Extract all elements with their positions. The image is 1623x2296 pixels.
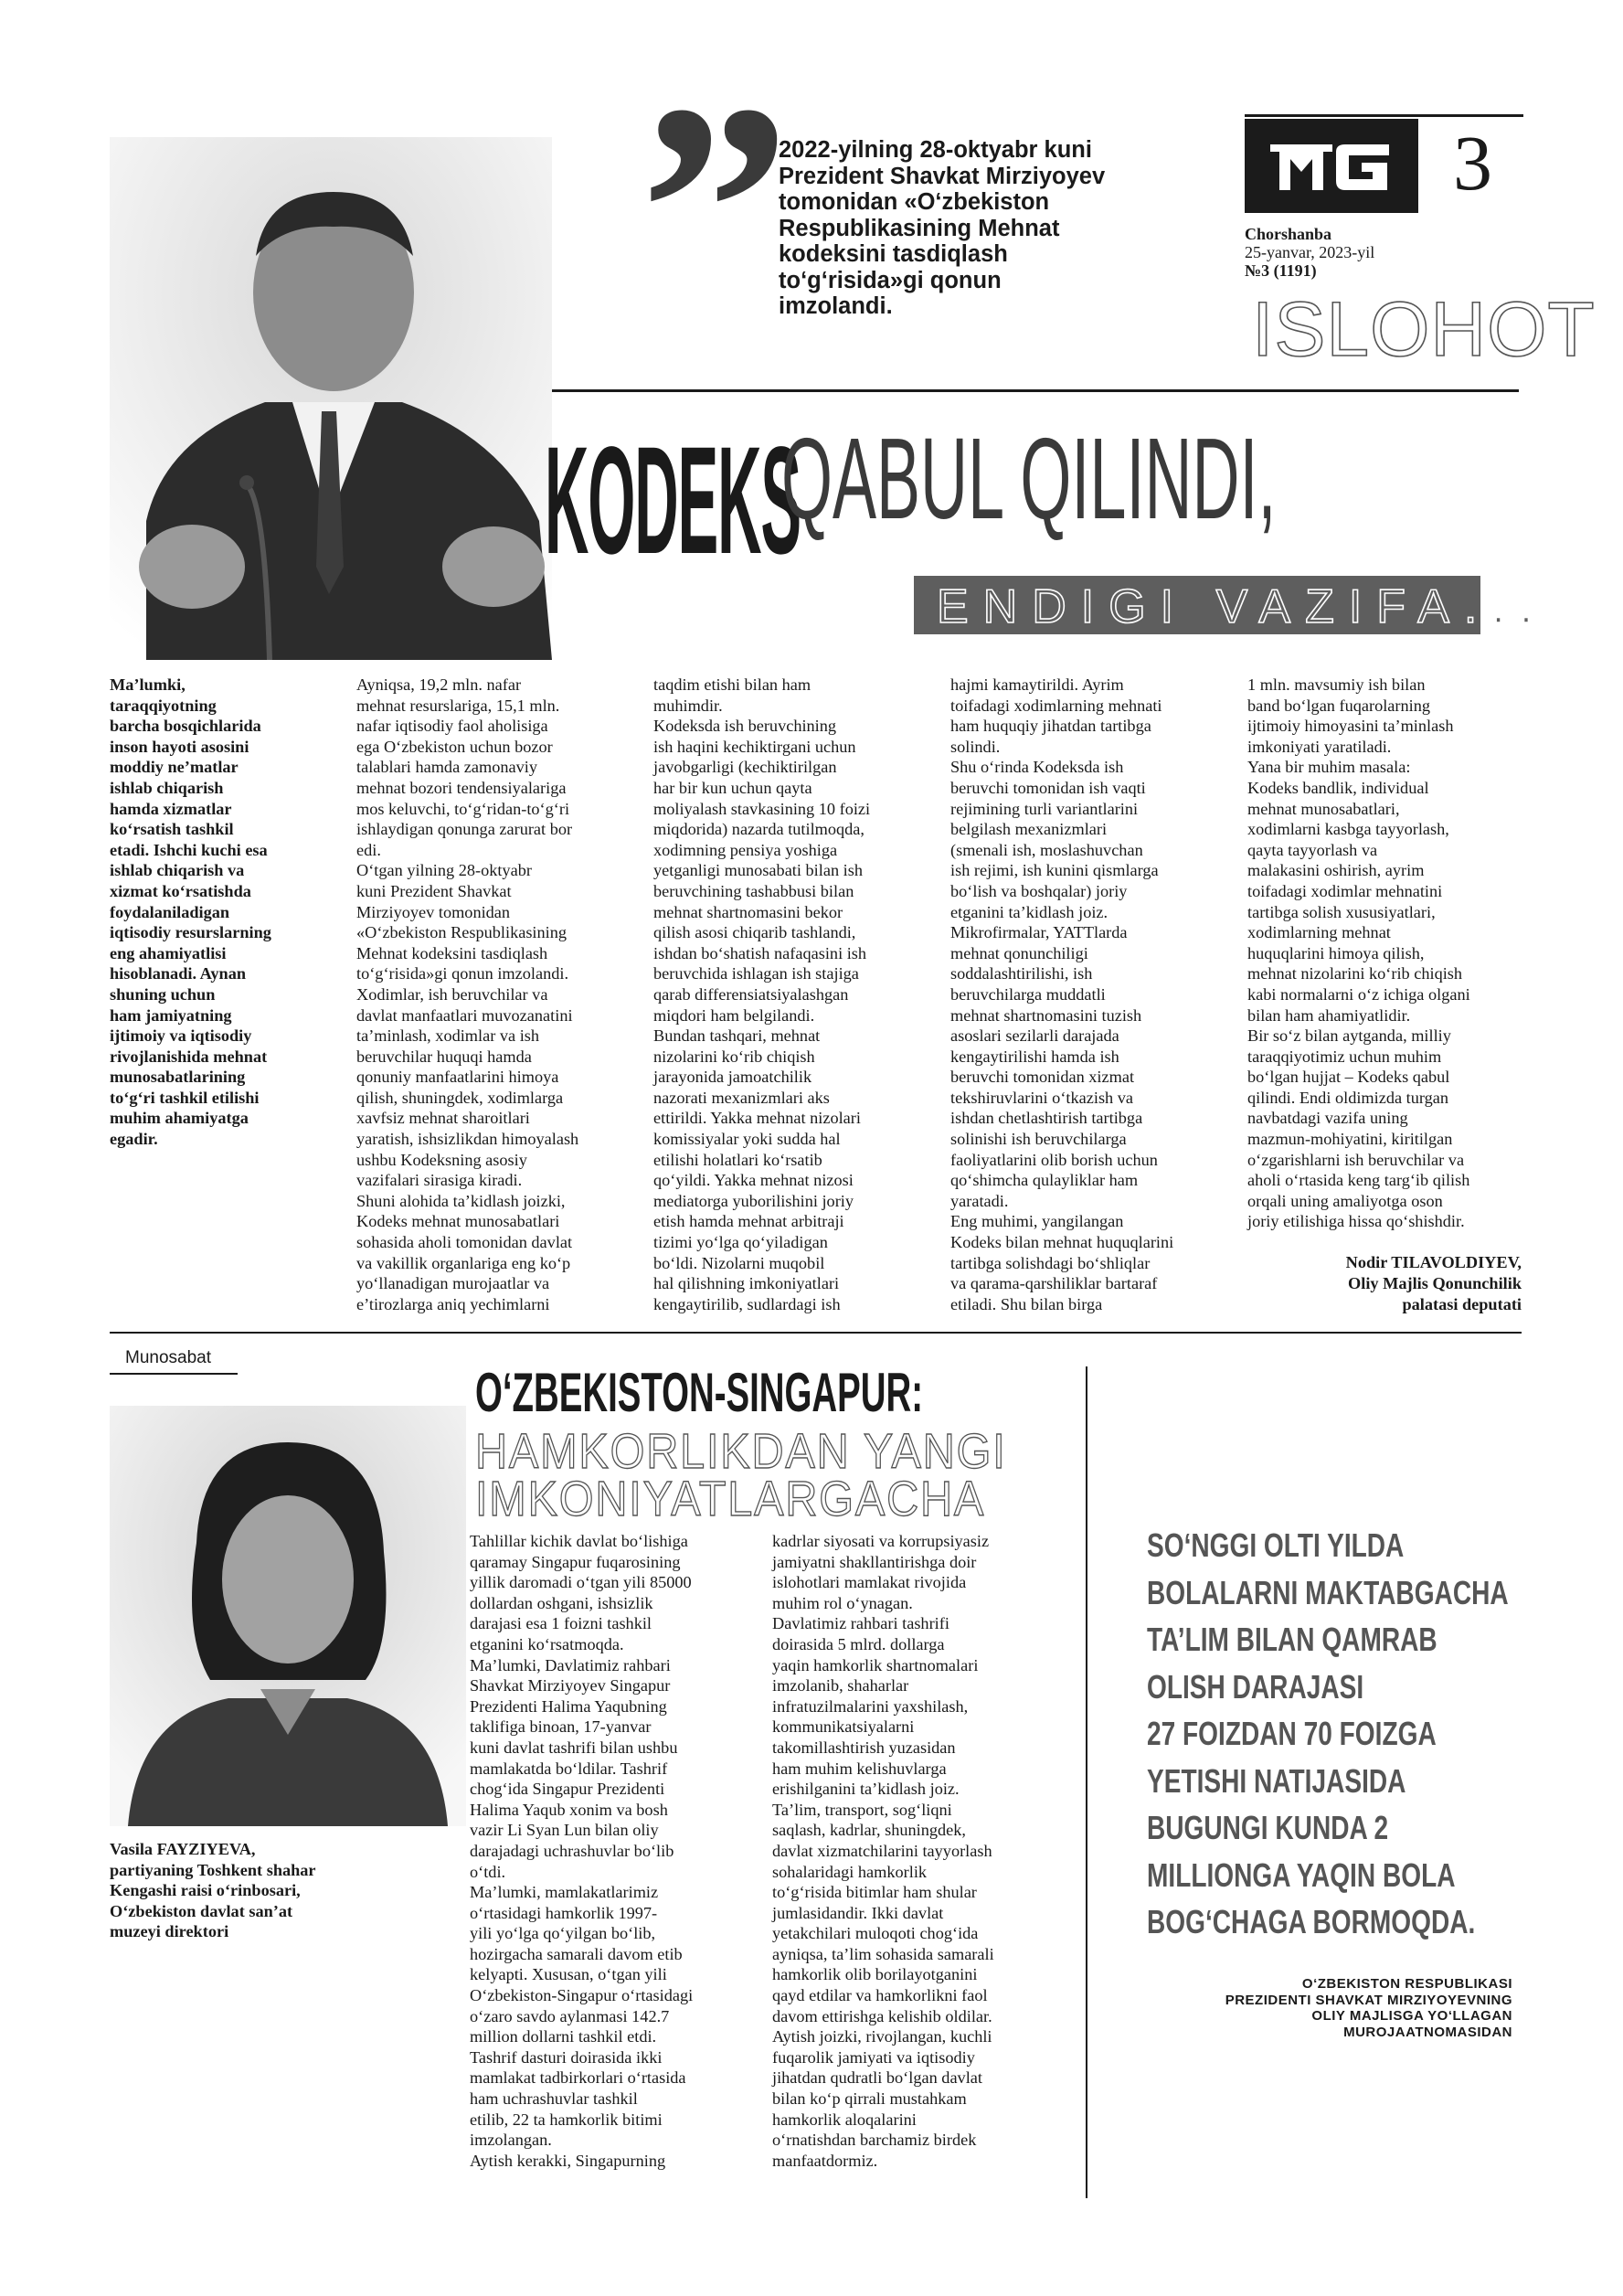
article1-author-name: Nodir TILAVOLDIYEV,: [1345, 1253, 1522, 1271]
section-divider: [110, 1332, 1522, 1334]
mg-logo: [1245, 119, 1418, 213]
article1-col1: Ayniqsa, 19,2 mln. nafar mehnat resurslariga, 15,1 mln. nafar iqtisodiy faol aholisiga ega O‘zbekiston uchun bozor talablari hamda zamonaviy mehnat bozori tendensiyalariga mos keluvchi, to‘g‘ridan-to‘g‘ri ishlaydigan qonunga zarurat bor edi. O‘tgan yilning 28-oktyabr kuni Prezident Shavkat Mirziyoyev tomonidan «O‘zbekiston Respublikasining Mehnat kodeksini tasdiqlash to‘g‘risida»gi qonun imzolandi. Xodimlar, ish beruvchilar va davlat manfaatlari muvozanatini ta’minlash, xodimlar va ish beruvchilar huquqi hamda qonuniy manfaatlarini himoya qilish, shuningdek, xodimlarga xavfsiz mehnat sharoitlari yaratish, ishsizlikdan himoyalash ushbu Kodeksning asosiy vazifalari sirasiga kiradi. Shuni alohida ta’kidlash joizki, Kodeks mehnat munosabatlari sohasida aholi tomonidan davlat va vakillik organlariga eng ko‘p yo‘llanadigan murojaatlar va e’tirozlarga aniq yechimlarni: [356, 675, 579, 1313]
masthead-logo-box: [1245, 119, 1418, 213]
pull-quote: 2022-yilning 28-oktyabr kuni Prezident Shavkat Mirziyoyev tomonidan «O‘zbekiston Respublikasining Mehnat kodeksini tasdiqlash to‘g‘risida»gi qonun imzolandi.: [779, 137, 1106, 319]
callout-line: BOG‘CHAGA BORMOQDA.: [1147, 1903, 1476, 1940]
masthead-date: 25-yanvar, 2023-yil: [1245, 243, 1375, 261]
deputy-photo: [110, 137, 552, 660]
headline-qabul: QABUL QILINDI,: [781, 414, 1277, 544]
callout-line: YETISHI NATIJASIDA: [1147, 1761, 1406, 1800]
article1-lead: Ma’lumki, taraqqiyotning barcha bosqichlarida inson hayoti asosini moddiy ne’matlar ishlab chiqarish hamda xizmatlar ko‘rsatish tashkil etadi. Ishchi kuchi esa ishlab chiqarish va xizmat ko‘rsatishda foydalaniladigan iqtisodiy resurslarning eng ahamiyatlisi hisoblanadi. Aynan shuning uchun ham jamiyatning ijtimoiy va iqtisodiy rivojlanishida mehnat munosabatlarining to‘g‘ri tashkil etilishi muhim ahamiyatga egadir.: [110, 675, 271, 1149]
callout-line: BUGUNGI KUNDA 2: [1147, 1809, 1389, 1846]
article1-author-title: Oliy Majlis Qonunchilik palatasi deputati: [1348, 1274, 1522, 1313]
article2-col2: kadrlar siyosati va korrupsiyasiz jamiyatni shakllantirishga doir islohotlari mamlakat rivojida muhim rol o‘ynagan. Davlatimiz rahbari tashrifi doirasida 5 mlrd. dollarga yaqin hamkorlik shartnomalari imzolanib, shaharlar infratuzilmalarini yaxshilash, kommunikatsiyalarni takomillashtirish yuzasidan ham muhim kelishuvlarga erishilganini ta’kidlash joiz. Ta’lim, transport, sog‘liqni saqlash, kadrlar, shuningdek, davlat xizmatchilarini tayyorlash sohalaridagi hamkorlik to‘g‘risida bitimlar ham shular jumlasidandir. Ikki davlat yetakchilari muloqoti chog‘ida ayniqsa, ta’lim sohasida samarali hamkorlik olib borilayotganini qayd etdilar va hamkorlikni faol davom ettirishga kelishib oldilar. Aytish joizki, rivojlangan, kuchli fuqarolik jamiyati va iqtisodiy jihatdan qudratli bo‘lgan davlat bilan ko‘p qirrali mustahkam hamkorlik aloqalarini o‘rnatishdan barchamiz birdek manfaatdormiz.: [772, 1532, 994, 2170]
callout-line: SO‘NGGI OLTI YILDA: [1147, 1526, 1405, 1564]
callout-line: OLISH DARAJASI: [1147, 1667, 1364, 1706]
headline-uz-singapur: O‘ZBEKISTON-SINGAPUR:: [475, 1362, 923, 1423]
callout-line: BOLALARNI MAKTABGACHA: [1147, 1573, 1509, 1611]
headline-kodeks: KODEKS: [545, 416, 801, 587]
column-divider: [1086, 1366, 1087, 2198]
masthead-weekday: Chorshanba: [1245, 225, 1332, 243]
rubric-label: Munosabat: [125, 1348, 212, 1367]
portrait-man-image: [110, 137, 552, 660]
callout-line: MILLIONGA YAQIN BOLA: [1147, 1855, 1456, 1894]
article1-col4: 1 mln. mavsumiy ish bilan band bo‘lgan fuqarolarning ijtimoiy himoyasini ta’minlash imkoniyati yaratiladi. Yana bir muhim masala: Kodeks bandlik, individual mehnat munosabatlari, xodimlarni kasbga tayyorlash, qayta tayyorlash va malakasini oshirish, ayrim toifadagi xodimlar mehnatini tartibga solish xususiyatlari, xodimlarning mehnat huquqlarini himoya qilish, mehnat nizolarini ko‘rib chiqish kabi normalarni o‘z ichiga olgani bilan ham ahamiyatlidir. Bir so‘z bilan aytganda, milliy taraqqiyotimiz uchun muhim bo‘lgan hujjat – Kodeks qabul qilindi. Endi oldimizda turgan navbatdagi vazifa uning mazmun-mohiyatini, kiritilgan o‘zgarishlarni ish beruvchilar va aholi o‘rtasida keng targ‘ib qilish orqali uning amaliyotga oson joriy etilishiga hissa qo‘shishdir.: [1247, 675, 1470, 1231]
article2-col1: Tahlillar kichik davlat bo‘lishiga qaramay Singapur fuqarosining yillik daromadi o‘tgan yili 85000 dollardan oshgani, ishsizlik darajasi esa 1 foizni tashkil etganini ko‘rsatmoqda. Ma’lumki, Davlatimiz rahbari Shavkat Mirziyoyev Singapur Prezidenti Halima Yaqubning taklifiga binoan, 17-yanvar kuni davlat tashrifi bilan ushbu mamlakatda bo‘ldilar. Tashrif chog‘ida Singapur Prezidenti Halima Yaqub xonim va bosh vazir Li Syan Lun bilan oliy darajadagi uchrashuvlar bo‘lib o‘tdi. Ma’lumki, mamlakatlarimiz o‘rtasidagi hamkorlik 1997- yili yo‘lga qo‘yilgan bo‘lib, hozirgacha samarali davom etib kelyapti. Xususan, o‘tgan yili O‘zbekiston-Singapur o‘rtasidagi o‘zaro savdo aylanmasi 142.7 million dollarni tashkil etdi. Tashrif dasturi doirasida ikki mamlakat tadbirkorlari o‘rtasida ham uchrashuvlar tashkil etilib, 22 ta hamkorlik bitimi imzolangan. Aytish kerakki, Singapurning: [470, 1532, 694, 2170]
subhead-endigi: ENDIGI VAZIFA...: [937, 580, 1548, 633]
rubric-underline: [110, 1373, 238, 1375]
section-label: ISLOHOT: [1252, 286, 1596, 372]
masthead-issue: №3 (1191): [1245, 261, 1317, 280]
callout-line: TA’LIM BILAN QAMRAB: [1147, 1621, 1437, 1658]
article1-col2: taqdim etishi bilan ham muhimdir. Kodeksda ish beruvchining ish haqini kechiktirgani uchun javobgarligi (kechiktirilgan har bir kun uchun qayta moliyalash stavkasining 10 foizi miqdorida) nazarda tutilmoqda, xodimning pensiya yoshiga yetganligi munosabati bilan ish beruvchining tashabbusi bilan mehnat shartnomasini bekor qilish asosi chiqarib tashlandi, ishdan bo‘shatish nafaqasini ish beruvchida ishlagan ish stajiga qarab differensiatsiyalashgan miqdori ham belgilandi. Bundan tashqari, mehnat nizolarini ko‘rib chiqish jarayonida jamoatchilik nazorati mexanizmlari aks ettirildi. Yakka mehnat nizolari komissiyalar yoki sudda hal etilishi holatlari ko‘rsatib qo‘yildi. Yakka mehnat nizosi mediatorga yuborilishini joriy etish hamda mehnat arbitraji tizimi yo‘lga qo‘yiladigan bo‘ldi. Nizolarni muqobil hal qilishning imkoniyatlari kengaytirilib, sudlardagi ish: [653, 675, 871, 1313]
quote-mark: ”: [640, 43, 790, 377]
author-photo: [110, 1406, 466, 1826]
article2-author: Vasila FAYZIYEVA, partiyaning Toshkent shahar Kengashi raisi o‘rinbosari, O‘zbekiston davlat san’at muzeyi direktori: [110, 1840, 316, 1941]
callout-source: O‘ZBEKISTON RESPUBLIKASI PREZIDENTI SHAVKAT MIRZIYOYEVNING OLIY MAJLISGA YO‘LLAGAN MUROJAATNOMASIDAN: [1225, 1976, 1512, 2040]
callout-line: 27 FOIZDAN 70 FOIZGA: [1147, 1715, 1437, 1752]
subhead-hamkorlik: HAMKORLIKDAN YANGI IMKONIYATLARGACHA: [475, 1424, 1007, 1526]
page-number: 3: [1453, 119, 1492, 207]
portrait-woman-image: [110, 1406, 466, 1826]
callout-box: [1147, 1522, 1531, 1946]
masthead-top-rule: [1245, 114, 1523, 117]
article1-col3: hajmi kamaytirildi. Ayrim toifadagi xodimlarning mehnati ham huquqiy jihatdan tartibga solindi. Shu o‘rinda Kodeksda ish beruvchi tomonidan ish vaqti rejimining turli variantlarini belgilash mexanizmlari (smenali ish, moslashuvchan ish rejimi, ish kunini qismlarga bo‘lish va boshqalar) joriy etganini ta’kidlash joiz. Mikrofirmalar, YATTlarda mehnat qonunchiligi soddalashtirilishi, ish beruvchilarga muddatli mehnat shartnomasini tuzish asoslari sezilarli darajada kengaytirilishi hamda ish beruvchi tomonidan xizmat tekshiruvlarini o‘tkazish va ishdan chetlashtirish tartibga solinishi ish beruvchilarga faoliyatlarini olib borish uchun qo‘shimcha qulayliklar ham yaratadi. Eng muhimi, yangilangan Kodeks bilan mehnat huquqlarini tartibga solishdagi bo‘shliqlar va qarama-qarshiliklar bartaraf etiladi. Shu bilan birga: [950, 675, 1174, 1313]
